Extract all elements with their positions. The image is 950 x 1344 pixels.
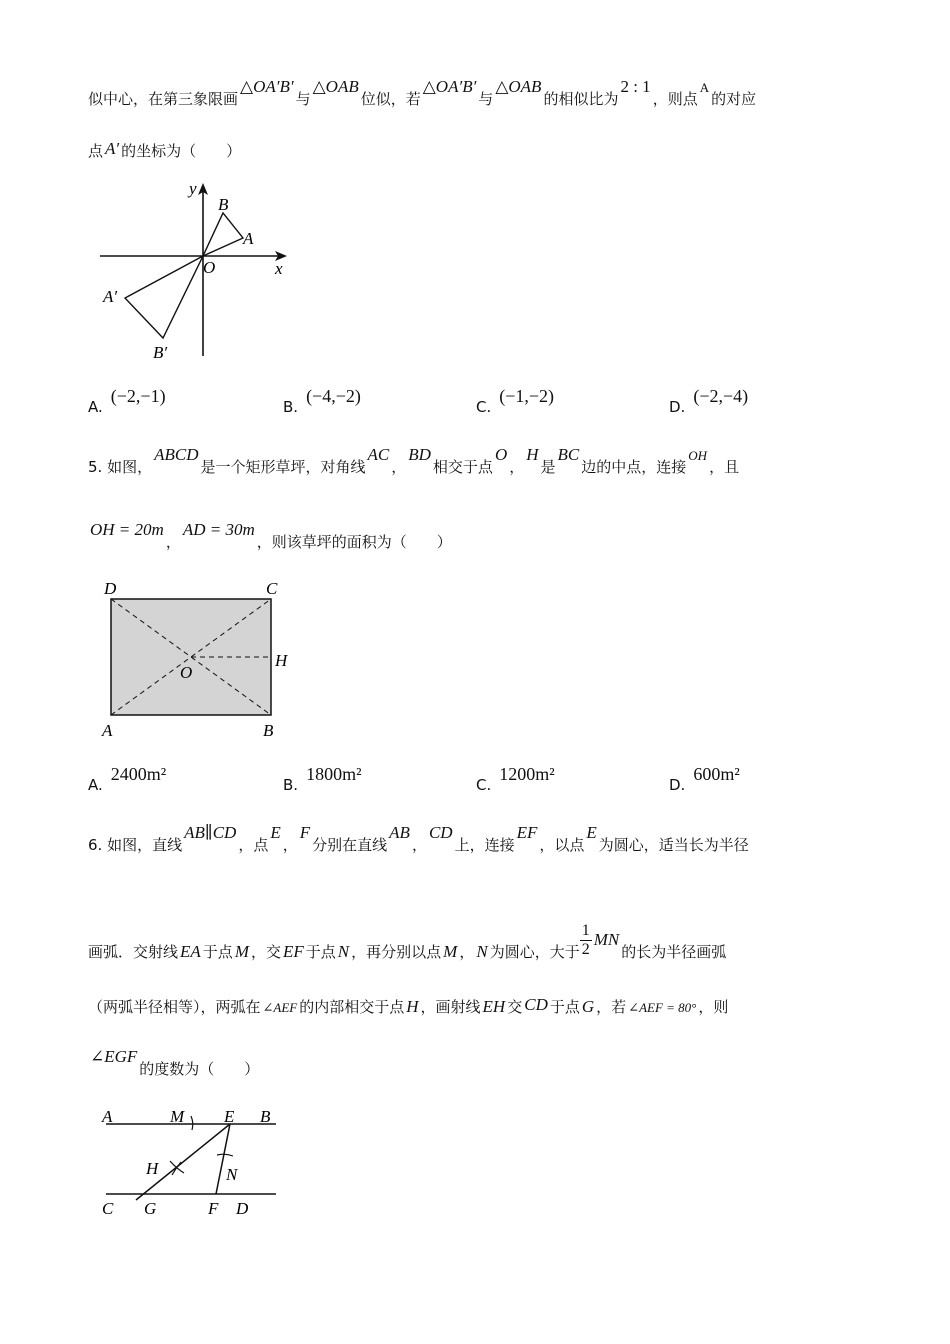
label-d: D — [236, 1199, 249, 1218]
math-ratio: 2 : 1 — [620, 77, 651, 96]
q5-option-d[interactable] — [669, 764, 740, 795]
label-e: E — [224, 1107, 235, 1126]
text: 画弧．交射线 — [88, 943, 179, 961]
option-letter: A. — [88, 398, 103, 416]
text: 似中心，在第三象限画 — [88, 90, 239, 108]
text: ，再分别以点 — [351, 943, 442, 961]
math: EF — [283, 942, 304, 961]
text: 点 — [88, 142, 104, 160]
math: EA — [180, 942, 201, 961]
option-value: (−2,−4) — [693, 386, 749, 406]
q4-line-2 — [88, 140, 241, 161]
label-y: y — [189, 179, 197, 198]
math-triangle: △OAB — [495, 77, 542, 96]
math: M — [443, 942, 458, 961]
option-letter: B. — [283, 776, 299, 794]
text: 与 — [478, 90, 494, 108]
q6-line-1 — [88, 823, 749, 855]
q4-option-b[interactable] — [283, 386, 361, 417]
math: EF — [516, 823, 538, 842]
fraction-half — [580, 922, 592, 959]
text: ，若 — [596, 998, 627, 1016]
label-x: x — [275, 259, 283, 278]
math: EH — [482, 997, 506, 1016]
math: AC — [367, 445, 390, 464]
label-f: F — [208, 1199, 219, 1218]
text: 6. 如图，直线 — [88, 836, 183, 854]
text: 于点 — [305, 943, 336, 961]
text: 分别在直线 — [312, 836, 388, 854]
option-value: 1200m² — [499, 764, 555, 784]
label-b-prime: B′ — [153, 343, 168, 362]
math-triangle: △OAB — [312, 77, 359, 96]
math: M — [234, 942, 249, 961]
math-triangle: △OA′B′ — [240, 77, 294, 96]
math: N — [337, 942, 350, 961]
label-g: G — [144, 1199, 157, 1218]
math: OH — [688, 448, 708, 463]
option-value: (−2,−1) — [110, 386, 166, 406]
text: 与 — [295, 90, 311, 108]
option-letter: C. — [476, 776, 492, 794]
text: ，则该草坪的面积为（ ） — [256, 533, 452, 551]
option-value: 600m² — [693, 764, 740, 784]
fraction-numerator: 1 — [581, 922, 590, 939]
q5-option-a[interactable] — [88, 764, 167, 795]
q4-option-c[interactable] — [476, 386, 555, 417]
q4-coordinate-figure — [95, 178, 295, 360]
q6-line-4 — [88, 1047, 260, 1079]
q6-line-2 — [88, 922, 727, 971]
math: H — [526, 445, 539, 464]
option-letter: D. — [669, 776, 686, 794]
text: 上，连接 — [454, 836, 515, 854]
text: 是一个矩形草坪，对角线 — [200, 458, 366, 476]
text: ， — [282, 836, 298, 854]
math: ∠EGF — [90, 1047, 138, 1066]
label-a: A — [102, 721, 113, 740]
math: AB∥CD — [184, 823, 237, 842]
text: 的内部相交于点 — [299, 998, 405, 1016]
label-d: D — [104, 579, 117, 598]
text: 为圆心，适当长为半径 — [598, 836, 749, 854]
math: G — [581, 997, 595, 1016]
label-a-prime: A′ — [103, 287, 118, 306]
label-o: O — [203, 258, 216, 277]
q6-parallel-lines-figure — [98, 1102, 298, 1222]
text: 的对应 — [711, 90, 757, 108]
text: 是 — [540, 458, 556, 476]
text: ，点 — [238, 836, 269, 854]
label-c: C — [102, 1199, 114, 1218]
math: H — [406, 997, 419, 1016]
math: ∠AEF — [262, 1000, 298, 1015]
label-a: A — [102, 1107, 113, 1126]
label-b: B — [218, 195, 229, 214]
math-equation: AD = 30m — [182, 520, 255, 539]
q5-option-c[interactable] — [476, 764, 555, 795]
text: ， — [165, 533, 181, 551]
math: O — [494, 445, 508, 464]
text: ，则点 — [652, 90, 698, 108]
text: 相交于点 — [432, 458, 493, 476]
option-letter: B. — [283, 398, 299, 416]
text: 的长为半径画弧 — [621, 943, 727, 961]
q4-option-a[interactable] — [88, 386, 166, 417]
text: ，以点 — [539, 836, 585, 854]
q6-line-3 — [88, 996, 728, 1017]
q4-option-d[interactable] — [669, 386, 749, 417]
text: （两弧半径相等），两弧在 — [88, 998, 261, 1016]
math: AB — [389, 823, 410, 842]
math-point: A — [699, 80, 710, 95]
math: F — [299, 823, 311, 842]
option-letter: A. — [88, 776, 103, 794]
math: BD — [408, 445, 431, 464]
text: ，则 — [698, 998, 729, 1016]
text: ，画射线 — [420, 998, 481, 1016]
label-n: N — [226, 1165, 238, 1184]
math-point: A′ — [105, 139, 120, 158]
option-value: (−4,−2) — [306, 386, 361, 406]
fraction-denominator: 2 — [581, 941, 590, 958]
text: 的度数为（ ） — [139, 1060, 260, 1078]
text: 于点 — [202, 943, 233, 961]
text: 的坐标为（ ） — [121, 142, 242, 160]
math-equation: OH = 20m — [90, 520, 164, 539]
math: N — [476, 942, 488, 961]
label-h: H — [275, 651, 288, 670]
text: 5. 如图， — [88, 458, 153, 476]
option-value: 1800m² — [306, 764, 362, 784]
text: 边的中点，连接 — [581, 458, 687, 476]
math-equation: ∠AEF = 80° — [628, 1000, 697, 1015]
text: 交 — [507, 998, 523, 1016]
text: 于点 — [549, 998, 580, 1016]
label-b: B — [260, 1107, 271, 1126]
q5-rectangle-figure — [100, 578, 300, 743]
text: ， — [391, 458, 407, 476]
option-value: (−1,−2) — [499, 386, 555, 406]
math: CD — [428, 823, 453, 842]
q4-line-1 — [88, 77, 757, 109]
math: E — [270, 823, 281, 842]
text: ，且 — [709, 458, 740, 476]
label-c: C — [266, 579, 278, 598]
option-letter: D. — [669, 398, 686, 416]
q5-option-b[interactable] — [283, 764, 362, 795]
label-h: H — [146, 1159, 159, 1178]
text: 为圆心，大于 — [489, 943, 580, 961]
q5-line-1 — [88, 445, 740, 477]
text: 位似，若 — [360, 90, 421, 108]
option-value: 2400m² — [110, 764, 167, 784]
text: ， — [459, 943, 475, 961]
math: ABCD — [154, 445, 199, 464]
text: ，交 — [250, 943, 281, 961]
math-triangle: △OA′B′ — [422, 77, 477, 96]
label-a: A — [243, 229, 254, 248]
math: MN — [593, 930, 620, 949]
text: 的相似比为 — [543, 90, 619, 108]
math: E — [586, 823, 597, 842]
text: ， — [509, 458, 525, 476]
math: CD — [524, 995, 548, 1014]
option-letter: C. — [476, 398, 492, 416]
label-m: M — [170, 1107, 185, 1126]
text: ， — [411, 836, 427, 854]
label-b: B — [263, 721, 274, 740]
label-o: O — [180, 663, 193, 682]
q5-line-2 — [88, 520, 452, 552]
math: BC — [557, 445, 580, 464]
